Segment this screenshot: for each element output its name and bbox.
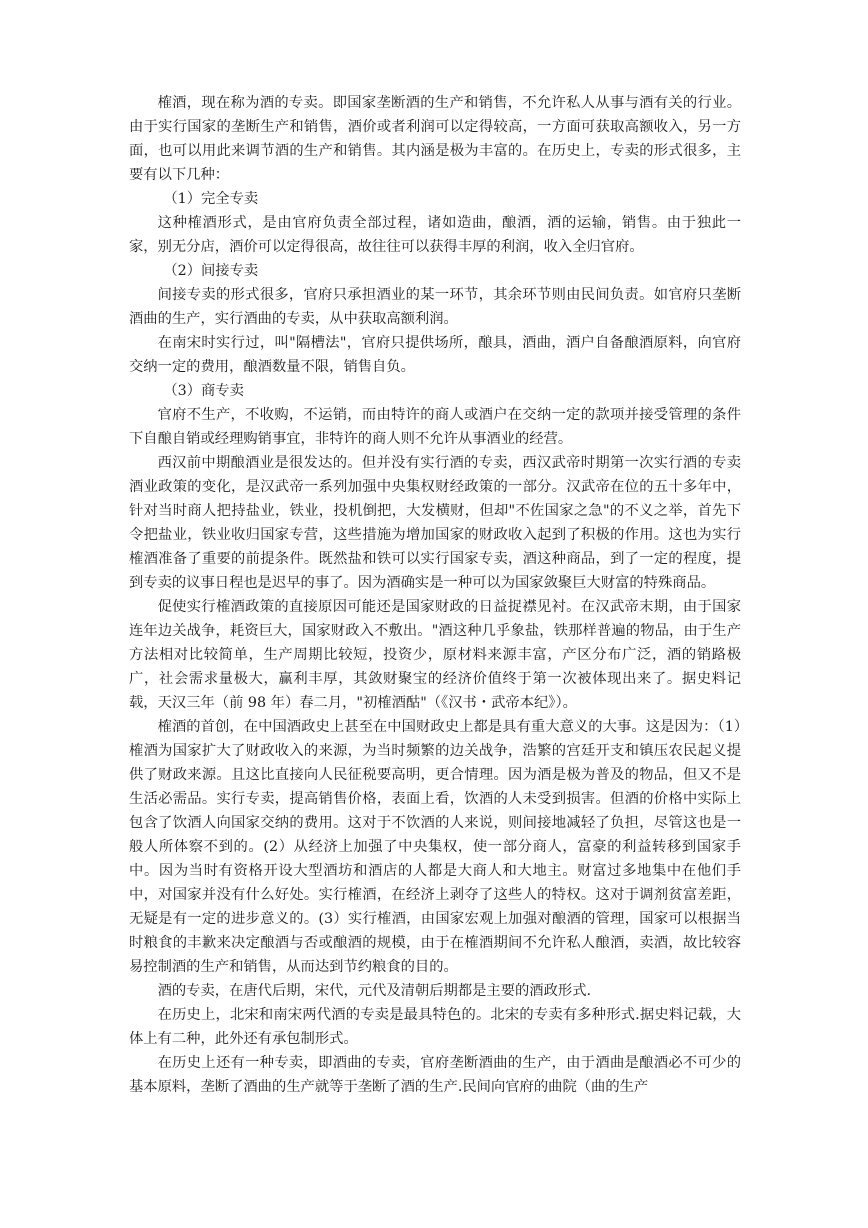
paragraph-intro: 榷酒，现在称为酒的专卖。即国家垄断酒的生产和销售，不允许私人从事与酒有关的行业。由于实行国家的垄断生产和销售，酒价或者利润可以定得较高，一方面可获取高额收入，另一方面，也可以用此来调节酒的生产和销售。其内涵是极为丰富的。在历史上，专卖的形式很多，主要有以下几种：	[129, 95, 741, 183]
paragraph-complete-monopoly: 这种榷酒形式，是由官府负责全部过程，诸如造曲，酿酒，酒的运输，销售。由于独此一家，别无分店，酒价可以定得很高，故往往可以获得丰厚的利润，收入全归官府。	[129, 215, 741, 255]
paragraph-western-han: 西汉前中期酿酒业是很发达的。但并没有实行酒的专卖，西汉武帝时期第一次实行酒的专卖酒业政策的变化，是汉武帝一系列加强中央集权财经政策的一部分。汉武帝在位的五十多年中，针对当时商人把持盐业，铁业，投机倒把，大发横财，但却"不佐国家之急"的不义之举，首先下令把盐业，铁业收归国家专营，这些措施为增加国家的财政收入起到了积极的作用。这也为实行榷酒准备了重要的前提条件。既然盐和铁可以实行国家专卖，酒这种商品，到了一定的程度，提到专卖的议事日程也是迟早的事了。因为酒确实是一种可以为国家敛聚巨大财富的特殊商品。	[129, 455, 741, 591]
paragraph-later-dynasties: 酒的专卖，在唐代后期，宋代，元代及清朝后期都是主要的酒政形式.	[157, 983, 592, 999]
heading-indirect-monopoly: （2）间接专卖	[163, 263, 259, 279]
paragraph-indirect-monopoly: 间接专卖的形式很多，官府只承担酒业的某一环节，其余环节则由民间负责。如官府只垄断酒曲的生产，实行酒曲的专卖，从中获取高额利润。	[129, 287, 741, 327]
heading-complete-monopoly: （1）完全专卖	[163, 191, 259, 207]
paragraph-yeast-monopoly: 在历史上还有一种专卖，即酒曲的专卖，官府垄断酒曲的生产，由于酒曲是酿酒必不可少的基本原料，垄断了酒曲的生产就等于垄断了酒的生产.民间向官府的曲院（曲的生产	[129, 1055, 741, 1095]
paragraph-southern-song: 在南宋时实行过，叫"隔槽法"，官府只提供场所，酿具，酒曲，酒户自备酿酒原料，向官府交纳一定的费用，酿酒数量不限，销售自负。	[129, 335, 741, 375]
paragraph-direct-cause: 促使实行榷酒政策的直接原因可能还是国家财政的日益捉襟见衬。在汉武帝末期，由于国家连年边关战争，耗资巨大，国家财政入不敷出。"酒这种几乎象盐，铁那样普遍的物品，由于生产方法相对比较简单，生产周期比较短，投资少，原材料来源丰富，产区分布广泛，酒的销路极广，社会需求量极大，赢利丰厚，其敛财聚宝的经济价值终于第一次被体现出来了。据史料记载，天汉三年（前 98 年）春二月，"初榷酒酤"（《汉书・武帝本纪》）。	[129, 599, 741, 711]
paragraph-significance: 榷酒的首创，在中国酒政史上甚至在中国财政史上都是具有重大意义的大事。这是因为：（1）榷酒为国家扩大了财政收入的来源，为当时频繁的边关战争，浩繁的宫廷开支和镇压农民起义提供了财政来源。且这比直接向人民征税要高明，更合情理。因为酒是极为普及的物品，但又不是生活必需品。实行专卖，提高销售价格，表面上看，饮酒的人未受到损害。但酒的价格中实际上包含了饮酒人向国家交纳的费用。这对于不饮酒的人来说，则间接地减轻了负担，尽管这也是一般人所体察不到的。(2）从经济上加强了中央集权，使一部分商人，富豪的利益转移到国家手中。因为当时有资格开设大型酒坊和酒店的人都是大商人和大地主。财富过多地集中在他们手中，对国家并没有什么好处。实行榷酒，在经济上剥夺了这些人的特权。这对于调剂贫富差距，无疑是有一定的进步意义的。(3）实行榷酒，由国家宏观上加强对酿酒的管理，国家可以根据当时粮食的丰歉来决定酿酒与否或酿酒的规模，由于在榷酒期间不允许私人酿酒，卖酒，故比较容易控制酒的生产和销售，从而达到节约粮食的目的。	[129, 719, 741, 975]
paragraph-merchant-monopoly: 官府不生产，不收购，不运销，而由特许的商人或酒户在交纳一定的款项并接受管理的条件下自酿自销或经理购销事宜，非特许的商人则不允许从事酒业的经营。	[129, 407, 741, 447]
heading-merchant-monopoly: （3）商专卖	[163, 383, 244, 399]
document-page	[129, 91, 741, 1099]
paragraph-song-forms: 在历史上，北宋和南宋两代酒的专卖是最具特色的。北宋的专卖有多种形式.据史料记载，大体上有二种，此外还有承包制形式。	[129, 1007, 741, 1047]
